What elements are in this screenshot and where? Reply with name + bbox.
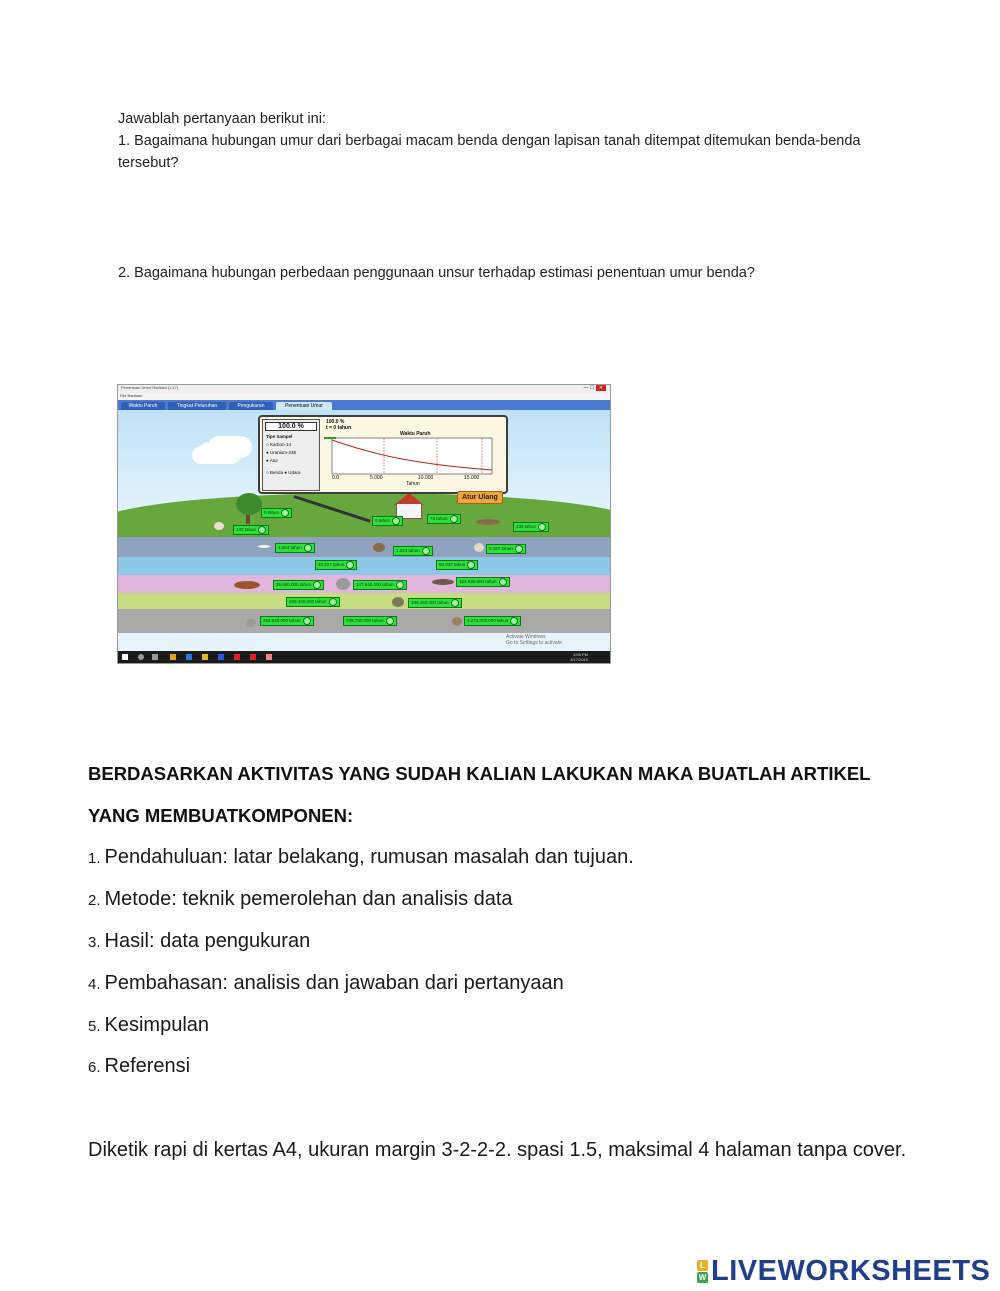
age-tag: 280.420.000 tahun [286,597,340,607]
reset-button: Atur Ulang [457,491,503,504]
stone-icon [246,619,256,627]
list-item: 4. Pembahasan: analisis dan jawaban dari pertanyaan [88,972,564,994]
taskbar [118,651,610,663]
instructions-heading-2: YANG MEMBUATKOMPONEN: [88,805,354,826]
app-icon [250,654,256,660]
logo-mark-letter: W [698,1272,707,1282]
x-tick: 5.000 [370,475,383,481]
age-tag: 458.840.000 tahun [260,616,314,626]
graph-time: t = 0 tahun [326,425,352,431]
graph-percent: 100.0 % [326,419,345,425]
x-axis-label: Tahun [406,481,420,487]
age-tag: 154.530.000 tahun [456,577,510,587]
close-icon: ✕ [596,385,606,391]
soil-layer-4 [118,593,610,609]
tab-penentuan-umur: Penentuan Umur [276,402,332,410]
sim-titlebar [118,385,610,393]
age-tag: 386.450.000 tahun [408,598,462,608]
sample-settings [262,419,320,491]
age-tag: 0 tahun [372,516,403,526]
option-uranium: ● Uranium-238 [266,450,296,455]
tree-crown [236,493,262,515]
sim-tabbar [118,400,610,410]
dating-tool-panel [258,415,508,494]
skull-icon [214,522,224,530]
soil-layer-2 [118,557,610,575]
intro-text: Jawablah pertanyaan berikut ini: [118,111,326,127]
stone-icon-2 [452,617,462,626]
option-carbon: ○ Karbon-14 [266,442,291,447]
tab-pengukuran: Pengukuran [229,402,273,410]
folder-icon [170,654,176,660]
simulation-screenshot [117,384,611,664]
graph-area [332,438,492,474]
instructions-heading-1: BERDASARKAN AKTIVITAS YANG SUDAH KALIAN LAKUKAN MAKA BUATLAH ARTIKEL [88,763,871,784]
dinosaur-fossil-icon [432,579,454,585]
age-tag: 140 tahun [233,525,269,535]
bone-icon [258,545,270,548]
age-tag: 1.023 tahun [393,546,433,556]
age-tag: 235 tahun [513,522,549,532]
age-tag: 73 tahun [427,514,461,524]
question-2: 2. Bagaimana hubungan perbedaan penggunaan unsur terhadap estimasi penentuan umur benda? [118,265,755,281]
option-custom: ● Atur [266,458,278,463]
objects-air-toggle: ○ Benda ● Udara [266,470,301,475]
question-block-1 [118,108,878,174]
activation-watermark: Activate Windows Go to Settings to activate [506,634,562,646]
age-tag: 35.600.000 tahun [273,580,324,590]
list-item: 1. Pendahuluan: latar belakang, rumusan masalah dan tujuan. [88,846,634,868]
x-tick: 0.0 [332,475,339,481]
sim-window-title: Penentuan Umur Radiokil (1.17) [121,385,179,390]
taskbar-clock: 3:55 PM 4/17/2019 [570,652,588,662]
list-item: 6. Referensi [88,1055,191,1077]
app-icon-2 [266,654,272,660]
tab-tingkat-peluruhan: Tingkat Peluruhan [168,402,226,410]
sim-menubar: File Bantuan [118,393,611,400]
age-tag: 5.187 tahun [486,544,526,554]
fossil-skull-icon [474,543,484,552]
list-item: 5. Kesimpulan [88,1014,210,1036]
windows-start-icon [122,654,128,660]
animal-icon [476,519,500,525]
age-tag: 708.750.000 tahun [343,616,397,626]
logo-text: LIVEWORKSHEETS [711,1254,991,1287]
chrome-icon [234,654,240,660]
word-icon [218,654,224,660]
question-1: 1. Bagaimana hubungan umur dari berbagai macam benda dengan lapisan tanah ditempat ditemukan benda-benda tersebut? [118,133,861,171]
task-view-icon [152,654,158,660]
age-tag: 50.037 tahun [436,560,478,570]
tab-waktu-paruh: Waktu Paruh [121,402,165,410]
x-tick: 15.000 [464,475,480,481]
soil-layer-1 [118,537,610,557]
age-tag: 147.840.000 tahun [353,580,407,590]
window-controls: — ☐ ✕ [584,385,606,391]
list-item: 2. Metode: teknik pemerolehan dan analisis data [88,888,513,910]
fish-fossil-icon [234,581,260,589]
age-tag: 1.273.000.000 tahun [464,616,521,626]
ammonite-icon [392,597,404,607]
search-icon [138,654,144,660]
graph-title: Waktu Paruh [400,431,431,437]
edge-icon [186,654,192,660]
cloud-icon [198,442,242,464]
rock-icon [336,578,350,590]
formatting-instructions: Diketik rapi di kertas A4, ukuran margin 3-2-2-2. spasi 1.5, maksimal 4 halaman tanpa cover. [88,1139,907,1161]
age-tag: 1.564 tahun [275,543,315,553]
percent-readout: 100.0 % [265,422,317,431]
liveworksheets-logo [697,1254,990,1288]
logo-mark-letter: L [697,1260,708,1271]
x-tick: 10.000 [418,475,434,481]
pot-icon [373,543,385,552]
list-item: 3. Hasil: data pengukuran [88,930,311,952]
explorer-icon [202,654,208,660]
age-tag: 0 tahun [261,508,292,518]
sample-type-label: Tipe Sampel [266,434,293,439]
age-tag: 40.227 tahun [315,560,357,570]
logo-mark-icon [697,1260,708,1283]
